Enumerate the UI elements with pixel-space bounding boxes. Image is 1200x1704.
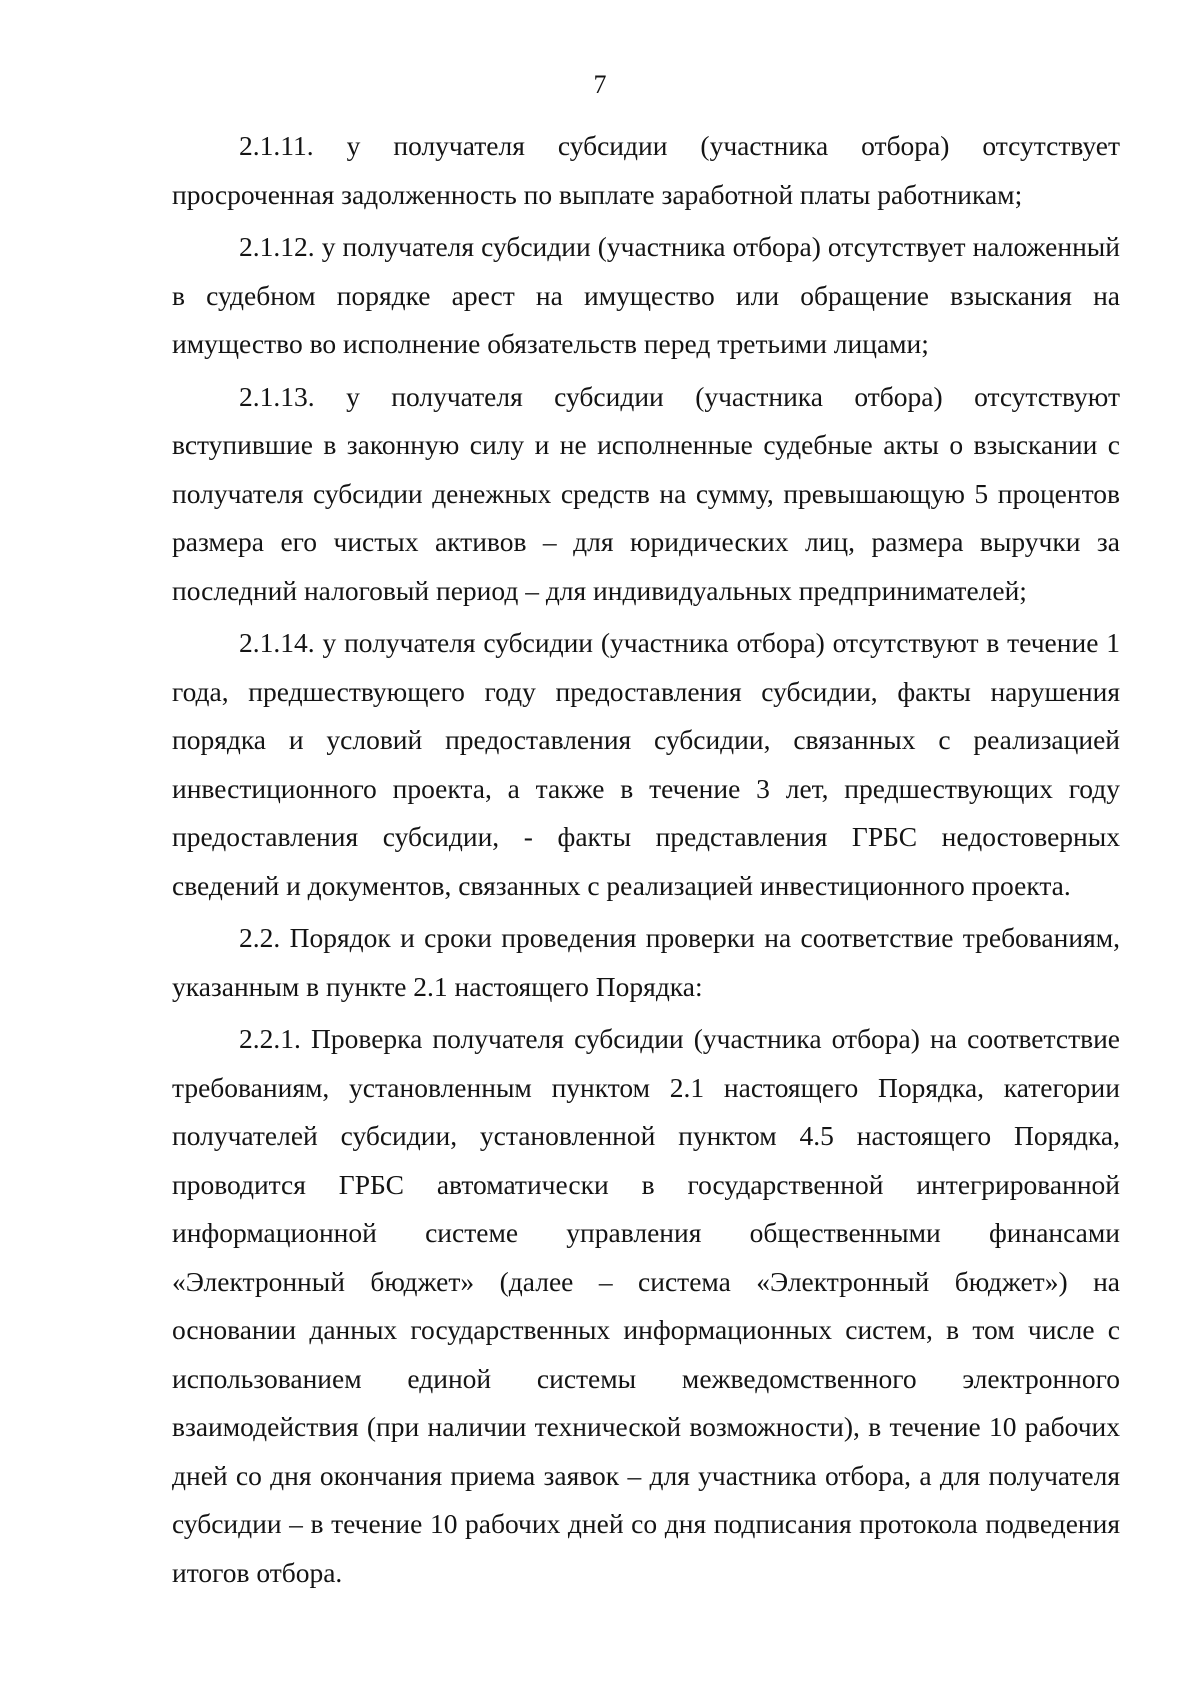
document-body [172, 122, 1120, 1597]
paragraph-2-2-1: 2.2.1. Проверка получателя субсидии (участника отбора) на соответствие требованиям, установленным пунктом 2.1 настоящего Порядка, категории получателей субсидии, установленной пунктом 4.5 настоящего Порядка, проводится ГРБС автоматически в государственной интегрированной информационной системе управления общественными финансами «Электронный бюджет» (далее – система «Электронный бюджет») на основании данных государственных информационных систем, в том числе с использованием единой системы межведомственного электронного взаимодействия (при наличии технической возможности), в течение 10 рабочих дней со дня окончания приема заявок – для участника отбора, а для получателя субсидии – в течение 10 рабочих дней со дня подписания протокола подведения итогов отбора. [172, 1023, 1120, 1588]
paragraph-2-2: 2.2. Порядок и сроки проведения проверки на соответствие требованиям, указанным в пункте 2.1 настоящего Порядка: [172, 922, 1120, 1002]
paragraph-2-1-12: 2.1.12. у получателя субсидии (участника отбора) отсутствует наложенный в судебном порядке арест на имущество или обращение взыскания на имущество во исполнение обязательств перед третьими лицами; [172, 231, 1120, 359]
page-number: 7 [593, 70, 607, 99]
paragraph-2-1-14: 2.1.14. у получателя субсидии (участника отбора) отсутствуют в течение 1 года, предшествующего году предоставления субсидии, факты нарушения порядка и условий предоставления субсидии, связанных с реализацией инвестиционного проекта, а также в течение 3 лет, предшествующих году предоставления субсидии, - факты представления ГРБС недостоверных сведений и документов, связанных с реализацией инвестиционного проекта. [172, 627, 1120, 901]
paragraph-2-1-13: 2.1.13. у получателя субсидии (участника отбора) отсутствуют вступившие в законную силу и не исполненные судебные акты о взыскании с получателя субсидии денежных средств на сумму, превышающую 5 процентов размера его чистых активов – для юридических лиц, размера выручки за последний налоговый период – для индивидуальных предпринимателей; [172, 380, 1120, 606]
paragraph-2-1-11: 2.1.11. у получателя субсидии (участника отбора) отсутствует просроченная задолженность по выплате заработной платы работникам; [172, 130, 1120, 210]
